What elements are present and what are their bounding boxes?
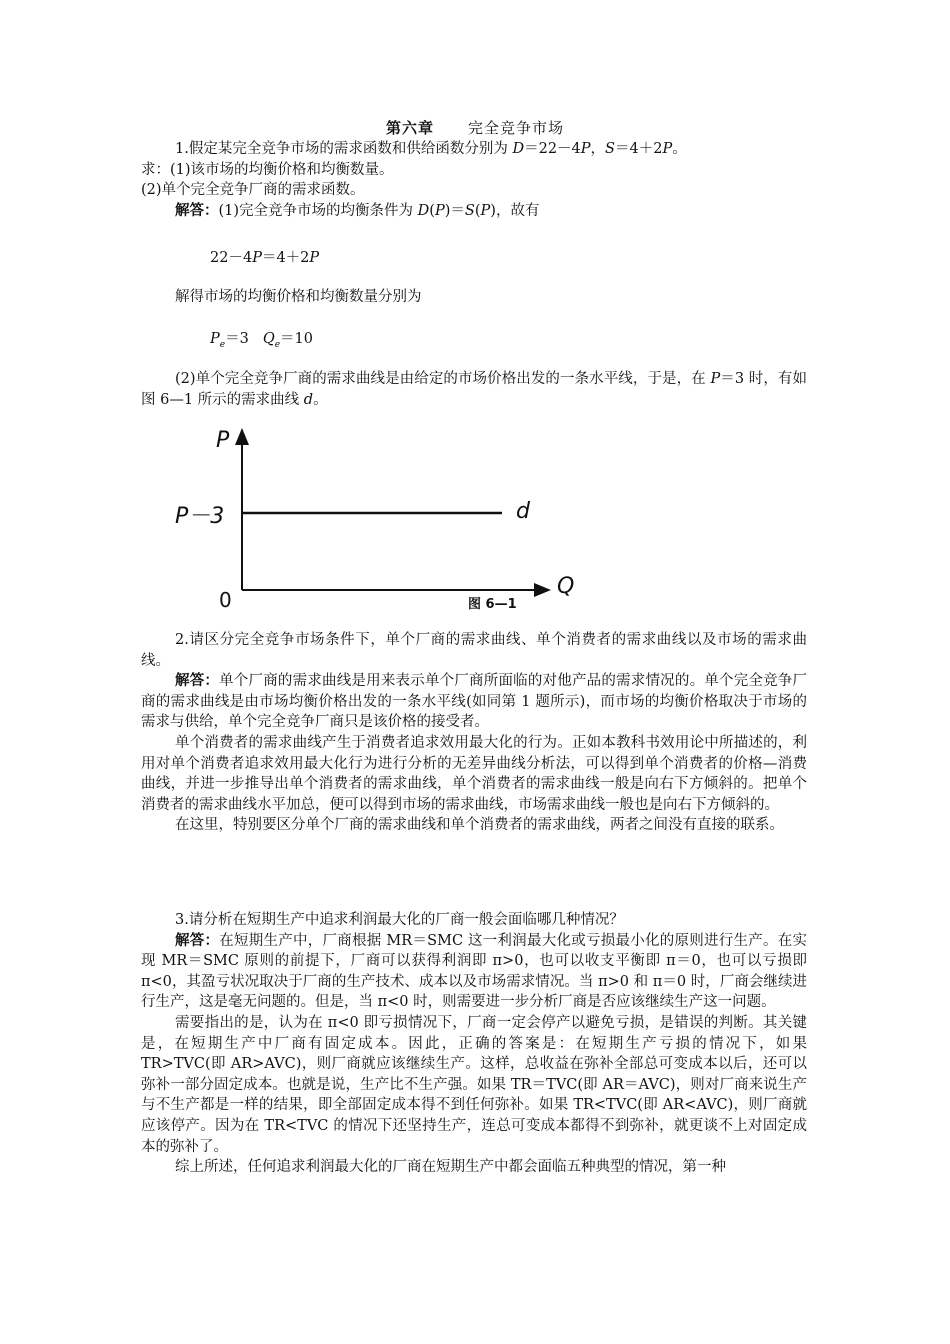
answer-label: 解答： [175,931,220,949]
question-3-block [141,910,807,1178]
question-2-block [141,630,807,836]
answer-2-para1: 解答：单个厂商的需求曲线是用来表示单个厂商所面临的对他产品的需求情况的。单个完全竞争厂商的需求曲线是由市场均衡价格出发的一条水平线(如同第 1 题所示)，而市场的均衡价格取决于市场的需求与供给，单个完全竞争厂商只是该价格的接受者。 [141,672,807,731]
x-axis-label: Q [557,574,575,599]
answer-1-part1: 解答：(1)完全竞争市场的均衡条件为 D(P)＝S(P)，故有 [175,201,540,219]
question-1-text: 1.假定某完全竞争市场的需求函数和供给函数分别为 D＝22－4P，S＝4＋2P。 [175,141,687,157]
chapter-number: 第六章 [385,119,434,137]
equation-equilibrium: 22－4P＝4＋2P [210,250,320,266]
y-axis-arrow-icon [235,428,249,445]
question-1-sub1: 求：(1)该市场的均衡价格和均衡数量。 [141,161,394,178]
answer-1-part2: (2)单个完全竞争厂商的需求曲线是由给定的市场价格出发的一条水平线，于是，在 P＝3 时，有如图 6—1 所示的需求曲线 d。 [141,371,807,408]
price-level-label: P－3 [175,504,225,529]
equation-solution: $P_e=3$ $Q_e=10$ [210,331,313,350]
answer-2-para3: 在这里，特别要区分单个厂商的需求曲线和单个消费者的需求曲线，两者之间没有直接的联系。 [175,817,784,834]
solve-text: 解得市场的均衡价格和均衡数量分别为 [175,289,422,305]
question-1-sub2: (2)单个完全竞争厂商的需求函数。 [141,182,365,199]
answer-2-para2: 单个消费者的需求曲线产生于消费者追求效用最大化的行为。正如本教科书效用论中所描述的，利用对单个消费者追求效用最大化行为进行分析的无差异曲线分析法，可以得到单个消费者的价格—消费曲线，并进一步推导出单个消费者的需求曲线，单个消费者的需求曲线一般是向右下方倾斜的。把单个消费者的需求曲线水平加总，便可以得到市场的需求曲线，市场需求曲线一般也是向右下方倾斜的。 [141,734,807,813]
answer-3-para1: 解答：在短期生产中，厂商根据 MR＝SMC 这一利润最大化或亏损最小化的原则进行生产。在实现 MR＝SMC 原则的前提下，厂商可以获得利润即 π>0，也可以收支平衡即 π＝0，也可以亏损即 π<0，其盈亏状况取决于厂商的生产技术、成本以及市场需求情况。当 π>0 和 π＝0 时，厂商会继续进行生产，这是毫无问题的。但是，当 π<0 时，则需要进一步分析厂商是否应该继续生产这一问题。 [141,931,807,1011]
question-3-text: 3.请分析在短期生产中追求利润最大化的厂商一般会面临哪几种情况？ [175,912,624,928]
answer-3-para2: 需要指出的是，认为在 π<0 即亏损情况下，厂商一定会停产以避免亏损，是错误的判断。其关键是，在短期生产中厂商有固定成本。因此，正确的答案是：在短期生产亏损的情况下，如果 TR>TVC(即 AR>AVC)，则厂商就应该继续生产。这样，总收益在弥补全部总可变成本以后，还可以弥补一部分固定成本。也就是说，生产比不生产强。如果 TR＝TVC(即 AR＝AVC)，则对厂商来说生产与不生产都是一样的结果，即全部固定成本得不到任何弥补。如果 TR<TVC(即 AR<AVC)，则厂商就应该停产。因为在 TR<TVC 的情况下还坚持生产，连总可变成本都得不到弥补，就更谈不上对固定成本的弥补了。 [141,1014,807,1155]
figure-caption: 图 6—1 [468,597,517,612]
origin-label: 0 [219,588,232,612]
question-2-text: 2.请区分完全竞争市场条件下，单个厂商的需求曲线、单个消费者的需求曲线以及市场的需求曲线。 [141,632,807,669]
answer-3-para3: 综上所述，任何追求利润最大化的厂商在短期生产中都会面临五种典型的情况，第一种 [175,1159,726,1176]
curve-d-label: d [516,499,530,524]
chapter-name: 完全竞争市场 [468,119,565,137]
x-axis-arrow-icon [534,583,551,597]
answer-label: 解答： [175,672,220,690]
answer-label: 解答： [175,201,219,219]
y-axis-label: P [216,428,230,453]
